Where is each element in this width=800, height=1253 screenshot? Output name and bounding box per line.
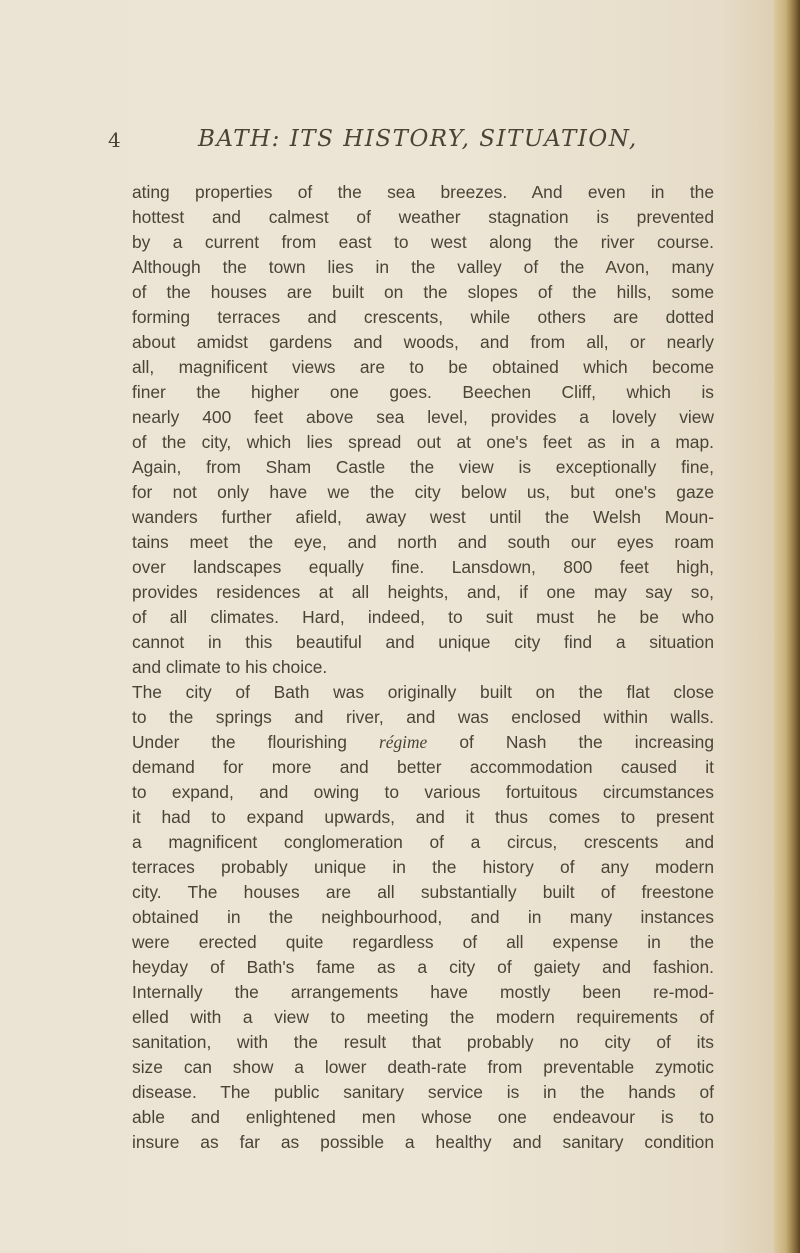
- text-line: it had to expand upwards, and it thus comes to present: [132, 807, 714, 827]
- text-line: finer the higher one goes. Beechen Cliff, which is: [132, 382, 714, 402]
- text-line: forming terraces and crescents, while others are dotted: [132, 307, 714, 327]
- text-line: of the city, which lies spread out at one's feet as in a map.: [132, 432, 714, 452]
- text-line: to expand, and owing to various fortuitous circumstances: [132, 782, 714, 802]
- body-text: [132, 180, 714, 1155]
- text-line: to the springs and river, and was enclosed within walls.: [132, 707, 714, 727]
- text-line: provides residences at all heights, and, if one may say so,: [132, 582, 714, 602]
- text-line: of all climates. Hard, indeed, to suit must he be who: [132, 607, 714, 627]
- running-head-title: BATH: ITS HISTORY, SITUATION,: [198, 126, 638, 152]
- text-line: hottest and calmest of weather stagnation is prevented: [132, 207, 714, 227]
- text-line: city. The houses are all substantially built of freestone: [132, 882, 714, 902]
- text-line: were erected quite regardless of all expense in the: [132, 932, 714, 952]
- text-line: The city of Bath was originally built on the flat close: [132, 682, 714, 702]
- text-line: of the houses are built on the slopes of the hills, some: [132, 282, 714, 302]
- page-number: 4: [108, 128, 121, 152]
- text-line: disease. The public sanitary service is in the hands of: [132, 1082, 714, 1102]
- text-line: sanitation, with the result that probably no city of its: [132, 1032, 714, 1052]
- text-line: insure as far as possible a healthy and sanitary condition: [132, 1132, 714, 1152]
- text-line: and climate to his choice.: [132, 657, 328, 677]
- text-line: cannot in this beautiful and unique city find a situation: [132, 632, 714, 652]
- text-line: about amidst gardens and woods, and from all, or nearly: [132, 332, 714, 352]
- text-line: able and enlightened men whose one endeavour is to: [132, 1107, 714, 1127]
- text-line: Internally the arrangements have mostly been re-mod-: [132, 982, 714, 1002]
- text-line: by a current from east to west along the river course.: [132, 232, 714, 252]
- text-line: Again, from Sham Castle the view is exceptionally fine,: [132, 457, 714, 477]
- text-line: size can show a lower death-rate from preventable zymotic: [132, 1057, 714, 1077]
- text-line: obtained in the neighbourhood, and in many instances: [132, 907, 714, 927]
- text-line: Under the flourishing régime of Nash the increasing: [132, 732, 715, 752]
- italic-word: régime: [378, 732, 428, 752]
- text-line: tains meet the eye, and north and south our eyes roam: [132, 532, 714, 552]
- text-line: for not only have we the city below us, but one's gaze: [132, 482, 714, 502]
- text-line: all, magnificent views are to be obtained which become: [132, 357, 714, 377]
- text-line: heyday of Bath's fame as a city of gaiety and fashion.: [132, 957, 714, 977]
- running-head: [108, 126, 688, 166]
- text-line: over landscapes equally fine. Lansdown, 800 feet high,: [132, 557, 714, 577]
- text-line: demand for more and better accommodation caused it: [132, 757, 714, 777]
- book-binding-edge: [774, 0, 800, 1253]
- text-line: elled with a view to meeting the modern requirements of: [132, 1007, 714, 1027]
- text-line: wanders further afield, away west until the Welsh Moun-: [132, 507, 714, 527]
- text-line: terraces probably unique in the history of any modern: [132, 857, 714, 877]
- text-line: a magnificent conglomeration of a circus, crescents and: [132, 832, 714, 852]
- text-line: Although the town lies in the valley of the Avon, many: [132, 257, 714, 277]
- text-line: nearly 400 feet above sea level, provides a lovely view: [132, 407, 714, 427]
- text-line: ating properties of the sea breezes. And even in the: [132, 182, 714, 202]
